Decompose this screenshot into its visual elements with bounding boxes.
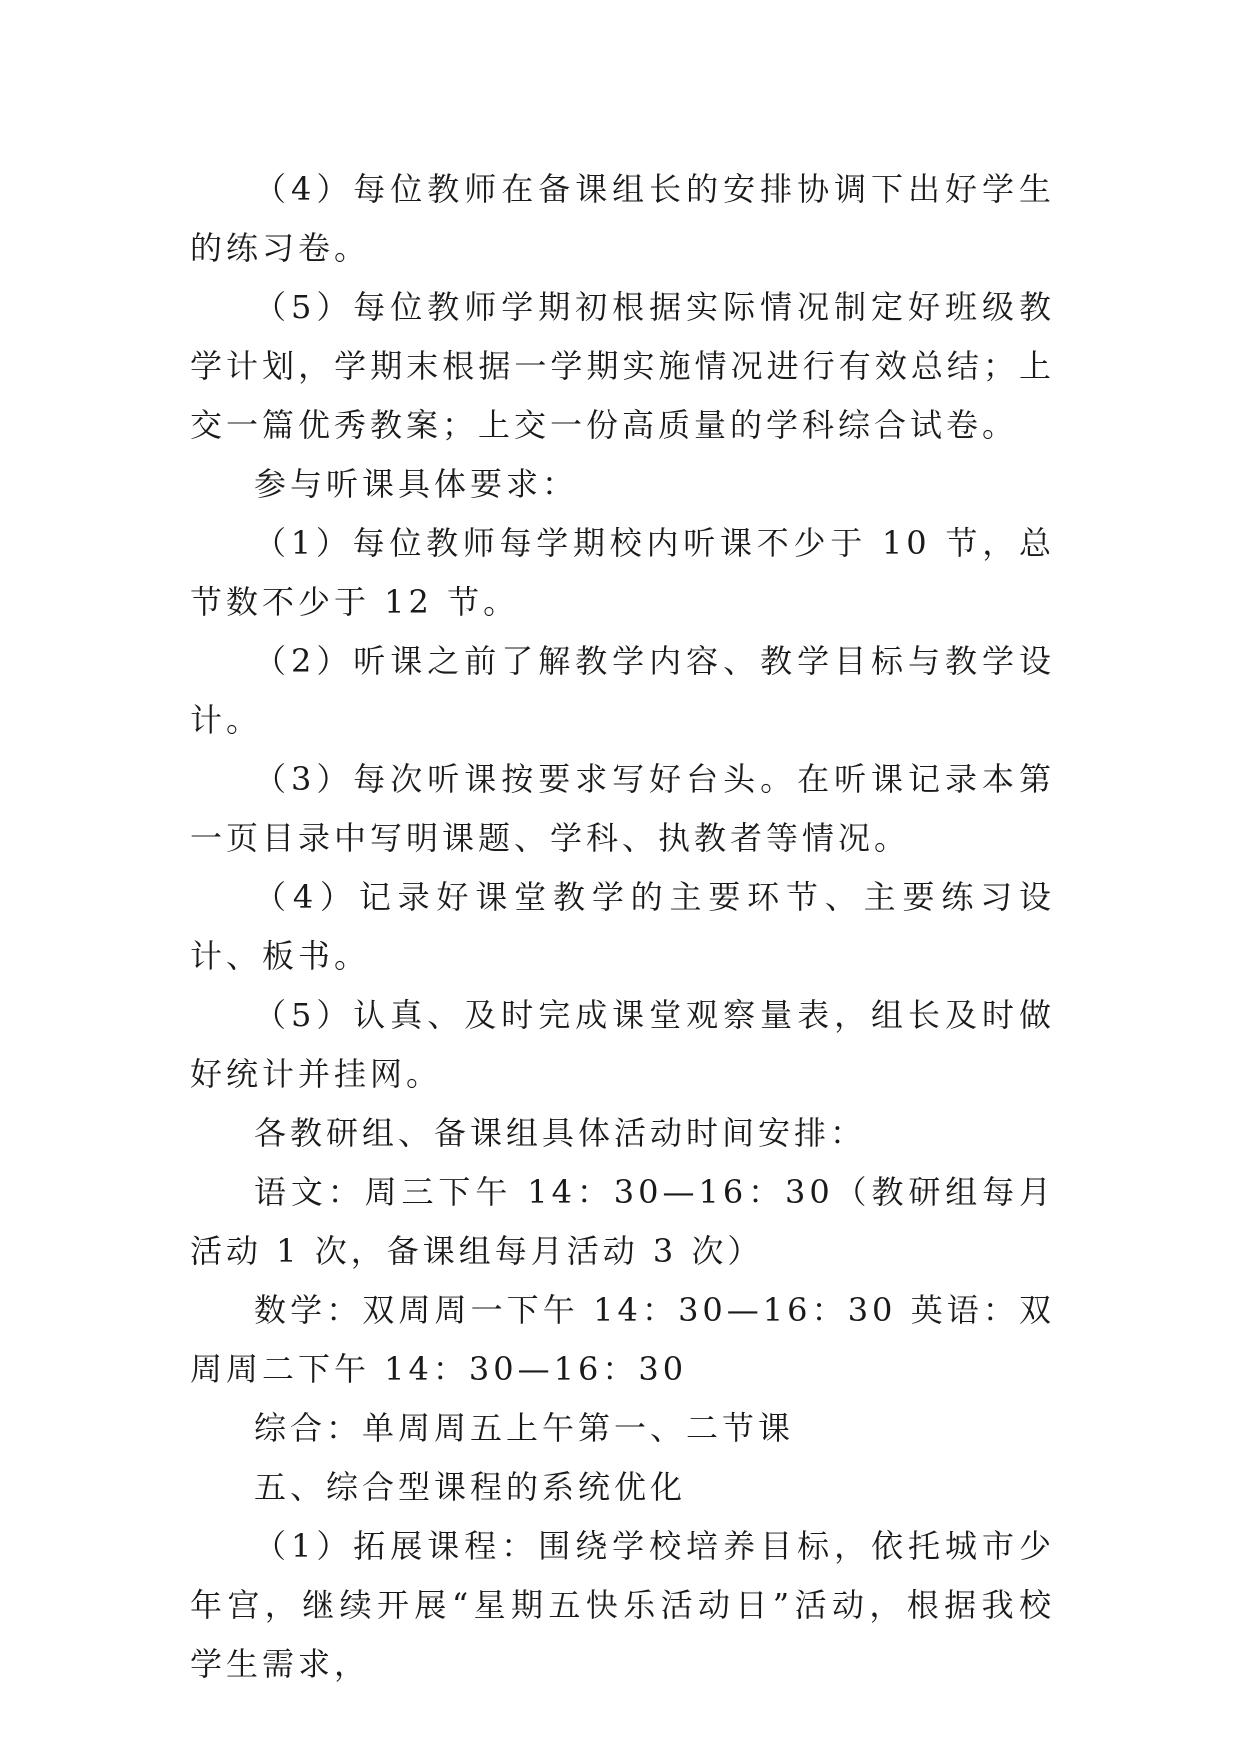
paragraph-schedule-math-english: 数学：双周周一下午 14：30—16：30 英语：双周周二下午 14：30—16：30 (190, 1291, 1055, 1388)
paragraph-observation-header: （3）每次听课按要求写好台头。在听课记录本第一页目录中写明课题、学科、执教者等情况。 (190, 760, 1055, 857)
paragraph-teaching-plan: （5）每位教师学期初根据实际情况制定好班级教学计划，学期末根据一学期实施情况进行有效总结；上交一篇优秀教案；上交一份高质量的学科综合试卷。 (190, 288, 1055, 444)
paragraph-schedule-integrated: 综合：单周周五上午第一、二节课 (254, 1409, 795, 1447)
paragraph-extension-courses: （1）拓展课程：围绕学校培养目标，依托城市少年宫，继续开展“星期五快乐活动日”活动，根据我校学生需求， (190, 1527, 1055, 1683)
paragraph-observation-prep: （2）听课之前了解教学内容、教学目标与教学设计。 (190, 642, 1055, 739)
paragraph-practice-papers: （4）每位教师在备课组长的安排协调下出好学生的练习卷。 (190, 170, 1055, 267)
document-body (190, 160, 1055, 1694)
paragraph-observation-count: （1）每位教师每学期校内听课不少于 10 节，总节数不少于 12 节。 (190, 524, 1055, 621)
paragraph-observation-form: （5）认真、及时完成课堂观察量表，组长及时做好统计并挂网。 (190, 996, 1055, 1093)
paragraph-observation-record: （4）记录好课堂教学的主要环节、主要练习设计、板书。 (190, 878, 1055, 975)
section-heading-curriculum: 五、综合型课程的系统优化 (254, 1468, 687, 1506)
paragraph-schedule-heading: 各教研组、备课组具体活动时间安排： (254, 1114, 867, 1152)
paragraph-schedule-chinese: 语文：周三下午 14：30—16：30（教研组每月活动 1 次，备课组每月活动 3 次） (190, 1173, 1055, 1270)
paragraph-observation-heading: 参与听课具体要求： (254, 465, 579, 503)
